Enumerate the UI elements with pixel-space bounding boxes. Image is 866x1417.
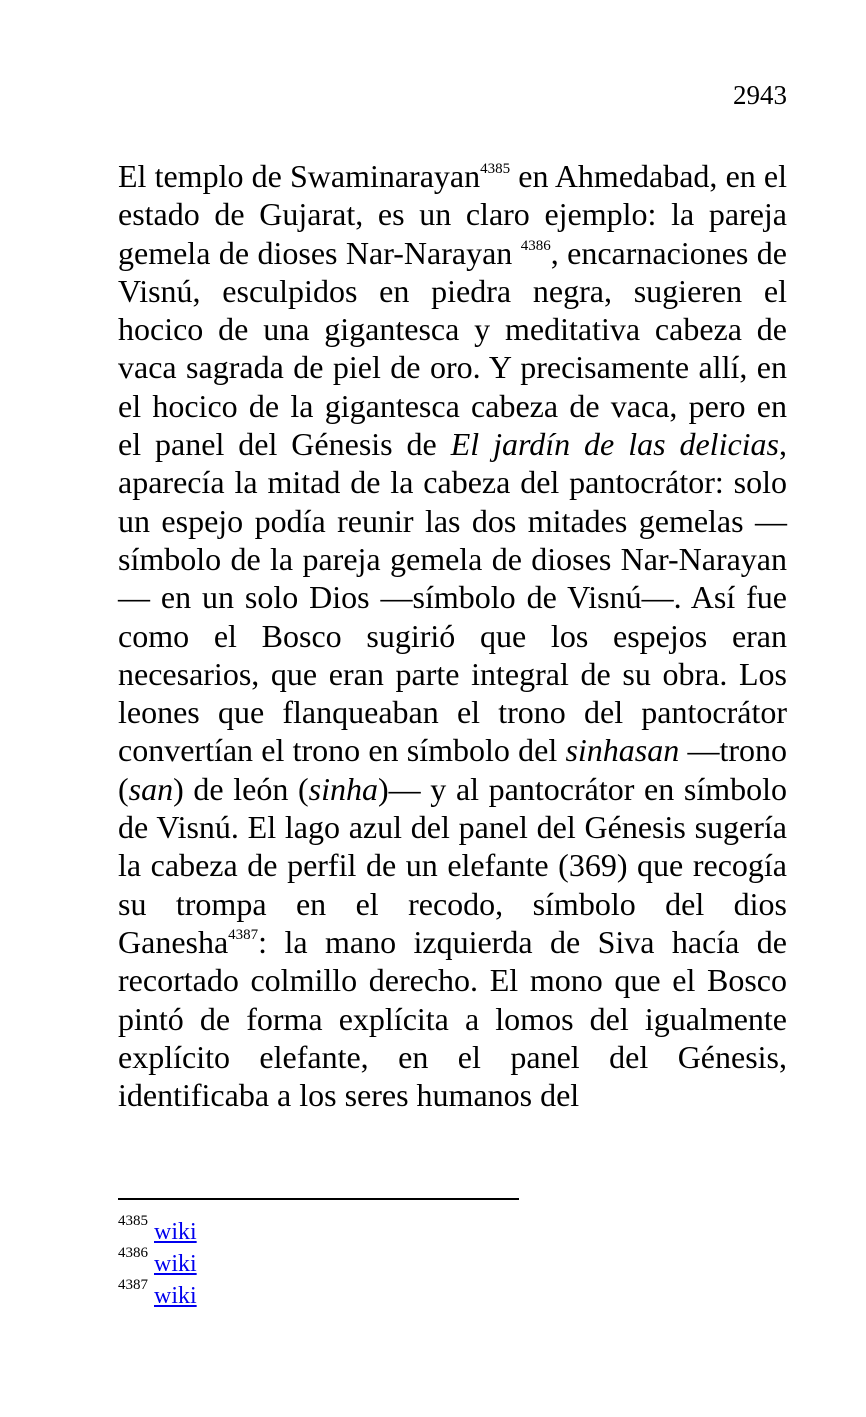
text-run: : la mano izquierda de Siva hacía de recortado colmillo derecho. El mono que el Bosco pintó de forma explícita a lomos del igualmente explícito elefante, en el panel del Génesis, identificaba a los seres humanos del [118, 923, 787, 1114]
footnote-wiki-link[interactable]: wiki [154, 1283, 197, 1309]
footnote-number: 4386 [118, 1245, 148, 1261]
italic-term: sinha [308, 770, 378, 807]
italic-term: sinhasan [565, 732, 680, 769]
text-run: —trono ( [118, 732, 788, 807]
footnote-item [118, 1213, 518, 1248]
footnote-separator [118, 1198, 519, 1200]
footnote-ref: 4387 [228, 926, 259, 943]
text-run: El templo de Swaminarayan [118, 158, 481, 194]
text-run: , encarnaciones de Visnú, esculpidos en piedra negra, sugieren el hocico de una gigantesca y meditativa cabeza de vaca sagrada de piel de oro. Y precisamente allí, en el hocico de la gigantesca cabeza de vaca, pero en el panel del Génesis de [118, 234, 787, 463]
text-run: , aparecía la mitad de la cabeza del pantocrátor: solo un espejo podía reunir las dos mitades gemelas —símbolo de la pareja gemela de dioses Nar-Narayan— en un solo Dios —símbolo de Visnú—. Así fue como el Bosco sugirió que los espejos eran necesarios, que eran parte integral de su obra. Los leones que flanqueaban el trono del pantocrátor convertían el trono en símbolo del [118, 426, 787, 769]
footnote-wiki-link[interactable]: wiki [154, 1219, 197, 1245]
footnote-wiki-link[interactable]: wiki [154, 1251, 197, 1277]
footnotes [118, 1213, 518, 1312]
page-number: 2943 [733, 80, 787, 110]
footnote-ref: 4385 [480, 161, 511, 177]
footnote-number: 4387 [118, 1277, 148, 1293]
footnote-ref: 4386 [520, 237, 551, 254]
footnote-item [118, 1277, 518, 1312]
footnote-item [118, 1245, 518, 1280]
text-run: ) de león ( [173, 770, 309, 807]
italic-title: El jardín de las delicias [450, 426, 779, 463]
text-run: en Ahmedabad, en el estado de Gujarat, es un claro ejemplo: la pareja gemela de dioses Nar-Narayan [118, 158, 787, 271]
italic-term: san [128, 770, 174, 807]
footnote-number: 4385 [118, 1213, 148, 1229]
body-paragraph [118, 157, 787, 1114]
text-run: )— y al pantocrátor en símbolo de Visnú. El lago azul del panel del Génesis sugería la cabeza de perfil de un elefante (369) que recogía su trompa en el recodo, símbolo del dios Ganesha [118, 770, 788, 960]
